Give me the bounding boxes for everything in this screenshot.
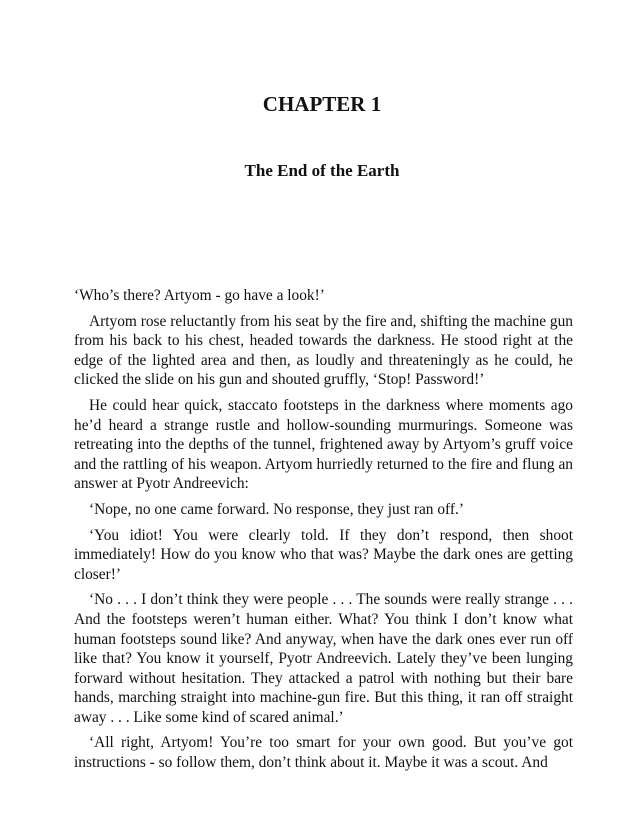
- paragraph: Artyom rose reluctantly from his seat by the fire and, shifting the machine gun from his back to his chest, headed towards the darkness. He stood right at the edge of the lighted area and then, as loudly and threateningly as he could, he clicked the slide on his gun and shouted gruffly, ‘Stop! Password!’: [74, 312, 573, 389]
- paragraph: ‘You idiot! You were clearly told. If they don’t respond, then shoot immediately! How do you know who that was? Maybe the dark ones are getting closer!’: [74, 526, 573, 583]
- paragraph: ‘Who’s there? Artyom - go have a look!’: [74, 287, 325, 304]
- chapter-number: CHAPTER 1: [262, 92, 382, 116]
- paragraph: ‘No . . . I don’t think they were people . . . The sounds were really strange . . . And the footsteps weren’t human either. What? You think I don’t know what human footsteps sound like? And anyway, when have the dark ones ever run off like that? You know it yourself, Pyotr Andreevich. Lately they’ve been lunging forward without hesitation. They attacked a patrol with nothing but their bare hands, marching straight into machine-gun fire. But this thing, it ran off straight away . . . Like some kind of scared animal.’: [74, 591, 573, 726]
- paragraph: He could hear quick, staccato footsteps in the darkness where moments ago he’d heard a strange rustle and hollow-sounding murmurings. Someone was retreating into the depths of the tunnel, frightened away by Artyom’s gruff voice and the rattling of his weapon. Artyom hurriedly returned to the fire and flung an answer at Pyotr Andreevich:: [74, 396, 573, 493]
- paragraph: ‘All right, Artyom! You’re too smart for your own good. But you’ve got instructions - so follow them, don’t think about it. Maybe it was a scout. And: [74, 734, 573, 772]
- paragraph: ‘Nope, no one came forward. No response, they just ran off.’: [89, 500, 464, 518]
- chapter-title: The End of the Earth: [244, 161, 400, 180]
- chapter-body: [74, 286, 573, 779]
